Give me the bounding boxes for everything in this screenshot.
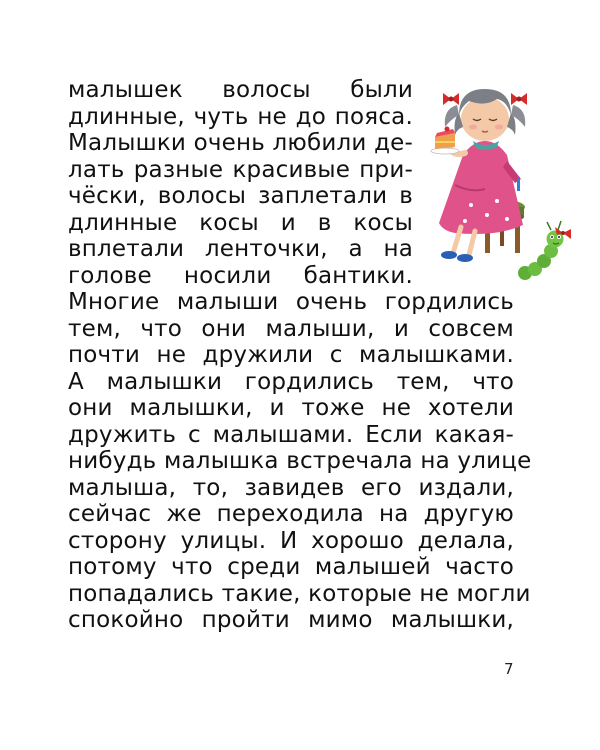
text-line: сейчас же переходила на другую	[68, 501, 514, 527]
hair-bow-icon	[511, 93, 527, 105]
text-line: почти не дружили с малышками.	[68, 342, 514, 368]
girl-head-icon	[443, 89, 527, 141]
text-line: потому что среди малышей часто	[68, 554, 514, 580]
text-line: вплетали ленточки, а на	[68, 236, 413, 262]
text-line: длинные косы и в косы	[68, 210, 413, 236]
text-line: спокойно пройти мимо малышки,	[68, 607, 514, 633]
girl-with-cake-and-caterpillar-illustration	[425, 75, 585, 290]
text-line: малышек волосы были	[68, 77, 413, 103]
text-line: дружить с малышами. Если какая-	[68, 422, 514, 448]
hair-bow-icon	[443, 93, 459, 105]
text-line: попадались такие, которые не могли	[68, 581, 531, 607]
page-number: 7	[504, 660, 514, 678]
shoe-icon	[441, 251, 457, 259]
shoe-icon	[457, 254, 473, 262]
caterpillar-icon	[518, 221, 571, 280]
text-line: А малышки гордились тем, что	[68, 369, 514, 395]
text-line: малыша, то, завидев его издали,	[68, 475, 514, 501]
text-line: лать разные красивые при-	[68, 157, 413, 183]
text-line: тем, что они малыши, и совсем	[68, 316, 514, 342]
text-line: голове носили бантики.	[68, 263, 413, 289]
text-line: Многие малыши очень гордились	[68, 289, 514, 315]
text-line: Малышки очень любили де-	[68, 130, 414, 156]
text-line: сторону улицы. И хорошо делала,	[68, 528, 514, 554]
text-line: нибудь малышка встречала на улице	[68, 448, 532, 474]
text-line: они малышки, и тоже не хотели	[68, 395, 514, 421]
text-line: длинные, чуть не до пояса.	[68, 104, 413, 130]
text-line: чёски, волосы заплетали в	[68, 183, 413, 209]
